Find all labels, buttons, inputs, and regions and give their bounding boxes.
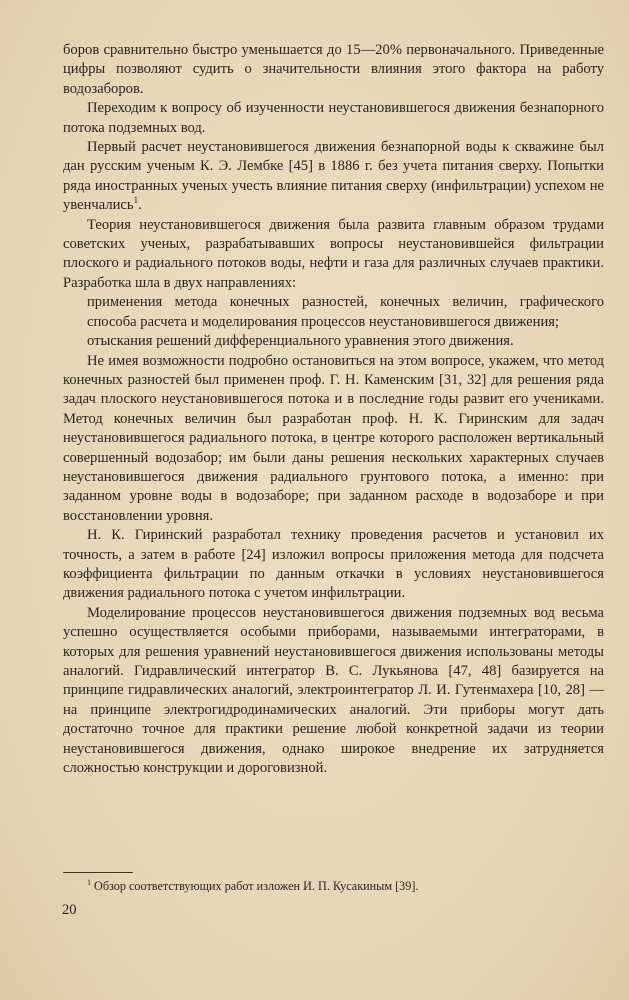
list-item-2: отыскания решений дифференциального уравнения этого движения. [87, 333, 514, 350]
footnote-mark: 1 [87, 877, 91, 887]
page-number: 20 [62, 902, 77, 918]
paragraph-6: Н. К. Гиринский разработал технику проведения расчетов и установил их точность, а затем в работе [24] изложил вопросы приложения метода для подсчета коэффициента фильтрации по данным откачки в условиях неустановившегося движения радиального потока с учетом инфильтрации. [63, 527, 604, 602]
footnote-reference: 1 [133, 195, 139, 206]
paragraph-7: Моделирование процессов неустановившегося движения подземных вод весьма успешно осуществляется особыми приборами, называемыми интеграторами, в которых для решения уравнений неустановившегося движения использованы методы аналогий. Гидравлический интегратор В. С. Лукьянова [47, 48] базируется на принципе гидравлических аналогий, электроинтегратор Л. И. Гутенмахера [10, 28] — на принципе электрогидродинамических аналогий. Эти приборы могут дать достаточно точное для практики решение любой конкретной задачи из теории неустановившегося движения, однако широкое внедрение их затрудняется сложностью конструкции и дороговизной. [63, 604, 604, 777]
paragraph-1: боров сравнительно быстро уменьшается до 15—20% первоначального. Приведенные цифры позволяют судить о значительности влияния этого фактора на работу водозаборов. [63, 42, 604, 97]
paragraph-3: Первый расчет неустановившегося движения безнапорной воды к скважине был дан русским ученым К. Э. Лембке [45] в 1886 г. без учета питания сверху. Попытки ряда иностранных ученых учесть влияние питания сверху (инфильтрации) успехом не увенчались$^1$. [63, 139, 604, 214]
footnote-text: Обзор соответствующих работ изложен И. П. Кусакиным [39]. [94, 879, 419, 893]
paragraph-2: Переходим к вопросу об изученности неустановившегося движения безнапорного потока подземных вод. [63, 100, 604, 136]
footnote-divider [63, 872, 133, 873]
paragraph-4: Теория неустановившегося движения была развита главным образом трудами советских ученых, разрабатывавших вопросы неустановившейся фильтрации плоского и радиального потоков воды, нефти и газа для различных случаев практики. Разработка шла в двух направлениях: [63, 216, 604, 291]
footnote [87, 878, 602, 894]
paragraph-3-text: Первый расчет неустановившегося движения безнапорной воды к скважине был дан русским ученым К. Э. Лембке [45] в 1886 г. без учета питания сверху. Попытки ряда иностранных ученых учесть влияние питания сверху (инфильтрации) успехом не увенчались [63, 139, 604, 214]
paragraph-5: Не имея возможности подробно остановиться на этом вопросе, укажем, что метод конечных разностей был применен проф. Г. Н. Каменским [31, 32] для решения ряда задач плоского неустановившегося потока и в последние годы развит его учениками. Метод конечных величин был разработан проф. Н. К. Гиринским для задач неустановившегося радиального потока, в центре которого расположен вертикальный совершенный водозабор; им были даны решения нескольких характерных случаев неустановившегося движения радиального грунтового потока, а именно: при заданном уровне воды в водозаборе; при заданном расходе в водозаборе и при восстановлении уровня. [63, 352, 604, 524]
list-item-1: применения метода конечных разностей, конечных величин, графического способа расчета и моделирования процессов неустановившегося движения; [87, 294, 604, 330]
main-text [63, 41, 604, 778]
